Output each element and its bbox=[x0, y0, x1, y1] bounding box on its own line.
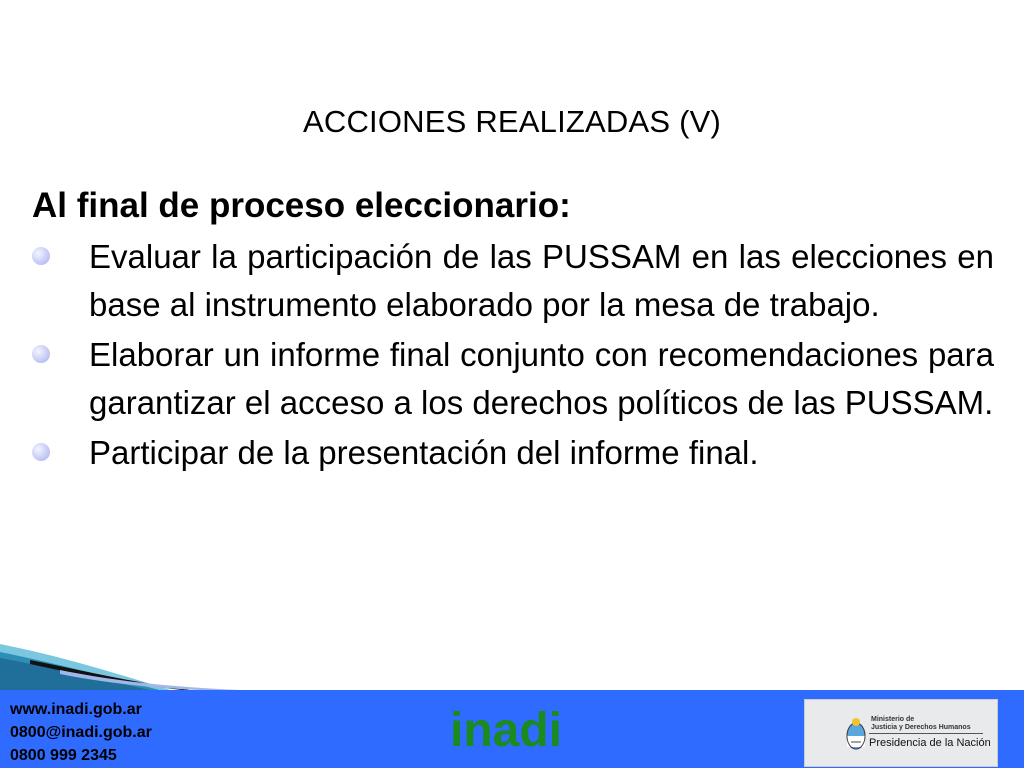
phone-number: 0800 999 2345 bbox=[10, 747, 117, 764]
bullet-list bbox=[32, 233, 994, 479]
intro-heading: Al final de proceso eleccionario: bbox=[32, 186, 571, 225]
footer-bar bbox=[0, 690, 1024, 768]
bullet-dot-icon bbox=[32, 247, 50, 265]
bullet-text: Participar de la presentación del informe final. bbox=[89, 434, 759, 471]
bullet-dot-icon bbox=[32, 443, 50, 461]
bullet-item bbox=[32, 331, 994, 427]
swoosh-decoration bbox=[0, 640, 240, 692]
email-link[interactable]: 0800@inadi.gob.ar bbox=[10, 724, 152, 741]
inadi-logo: inadi bbox=[450, 704, 563, 757]
ministry-line-1: Ministerio de bbox=[871, 716, 915, 723]
bullet-item bbox=[32, 429, 994, 477]
ministry-line-2: Justicia y Derechos Humanos bbox=[871, 724, 971, 731]
bullet-text: Evaluar la participación de las PUSSAM en las elecciones en base al instrumento elaborado por la mesa de trabajo. bbox=[89, 238, 994, 323]
website-link[interactable]: www.inadi.gob.ar bbox=[10, 701, 142, 718]
ministry-badge bbox=[804, 699, 998, 767]
ministry-divider bbox=[869, 733, 983, 734]
argentina-shield-icon bbox=[845, 714, 867, 754]
bullet-item bbox=[32, 233, 994, 329]
ministry-main-label: Presidencia de la Nación bbox=[869, 737, 991, 749]
contact-block bbox=[10, 698, 152, 767]
bullet-text: Elaborar un informe final conjunto con recomendaciones para garantizar el acceso a los derechos políticos de las PUSSAM. bbox=[89, 336, 994, 421]
slide-title: ACCIONES REALIZADAS (V) bbox=[302, 104, 721, 139]
bullet-dot-icon bbox=[32, 345, 50, 363]
